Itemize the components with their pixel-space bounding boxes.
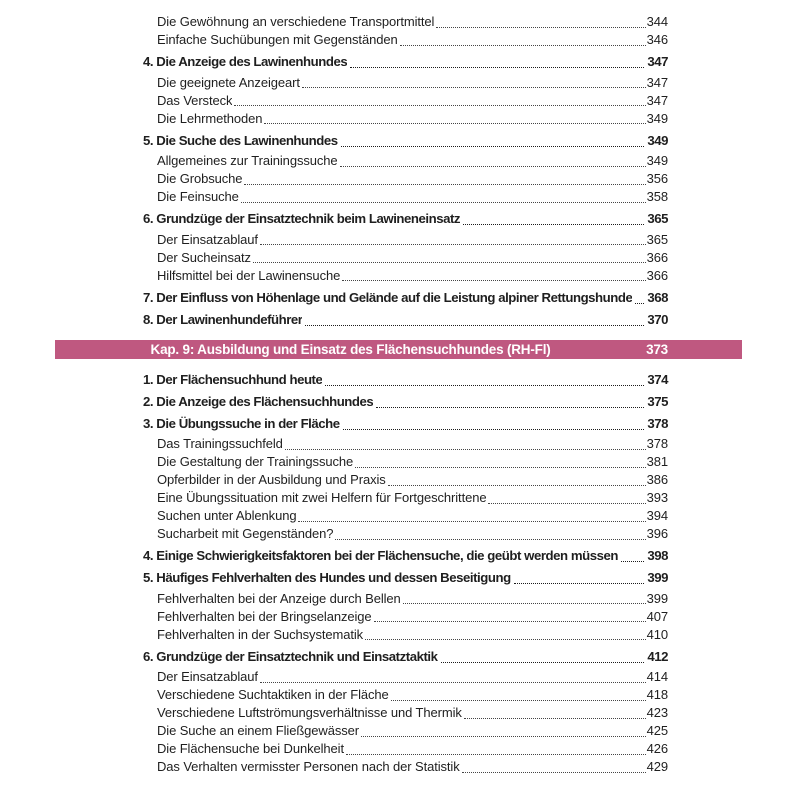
dot-leader — [400, 45, 646, 46]
toc-sub-entry — [143, 471, 668, 489]
toc-section-entry — [143, 289, 668, 307]
entry-label: 3. Die Übungssuche in der Fläche — [143, 415, 340, 431]
entry-page-number: 386 — [646, 472, 668, 487]
dot-leader — [234, 105, 645, 106]
toc-section-entry — [143, 547, 668, 565]
entry-page-number: 412 — [647, 648, 668, 664]
entry-label: Der Sucheinsatz — [157, 249, 251, 265]
toc-sub-entry — [143, 704, 668, 722]
entry-label: Die Gewöhnung an verschiedene Transportmittel — [157, 14, 435, 29]
toc-sub-entry — [143, 31, 668, 49]
entry-page-number: 347 — [646, 74, 668, 90]
dot-leader — [376, 407, 644, 408]
toc-section-entry — [143, 371, 668, 389]
toc-section-entry — [143, 569, 668, 587]
entry-page-number: 349 — [646, 110, 668, 126]
entry-label: 4. Die Anzeige des Lawinenhundes — [143, 54, 348, 69]
chapter-banner-title: Kap. 9: Ausbildung und Einsatz des Flächensuchhundes (RH-Fl) — [150, 341, 551, 357]
toc-sub-entry — [143, 110, 668, 128]
entry-page-number: 366 — [646, 249, 668, 265]
toc-sub-entry — [143, 758, 668, 776]
entry-label: Opferbilder in der Ausbildung und Praxis — [157, 472, 386, 487]
entry-label: Allgemeines zur Trainingssuche — [157, 153, 338, 168]
entry-label: Fehlverhalten in der Suchsystematik — [157, 626, 364, 642]
toc-sub-entry — [143, 507, 668, 525]
toc-sub-entry — [143, 626, 668, 644]
toc-sub-entry — [143, 590, 668, 608]
dot-leader — [350, 67, 644, 68]
entry-label: 5. Die Suche des Lawinenhundes — [143, 132, 338, 148]
toc-sub-entry — [143, 13, 668, 31]
entry-label: 1. Der Flächensuchhund heute — [143, 371, 323, 387]
toc-sub-entry — [143, 74, 668, 92]
entry-page-number: 344 — [646, 14, 668, 29]
entry-label: 4. Einige Schwierigkeitsfaktoren bei der Flächensuche, die geübt werden müssen — [143, 548, 618, 563]
table-of-contents — [143, 13, 668, 776]
toc-sub-entry — [143, 668, 668, 686]
entry-label: Fehlverhalten bei der Anzeige durch Bellen — [157, 590, 401, 606]
entry-label: Suchen unter Ablenkung — [157, 508, 297, 523]
entry-label: 6. Grundzüge der Einsatztechnik und Einsatztaktik — [143, 648, 438, 664]
entry-page-number: 365 — [647, 211, 668, 226]
dot-leader — [621, 561, 644, 562]
dot-leader — [463, 224, 644, 225]
entry-page-number: 398 — [647, 548, 668, 563]
dot-leader — [436, 27, 645, 28]
entry-label: Verschiedene Suchtaktiken in der Fläche — [157, 687, 389, 702]
entry-label: Eine Übungssituation mit zwei Helfern für Fortgeschrittene — [157, 490, 487, 505]
dot-leader — [343, 429, 645, 430]
entry-page-number: 378 — [647, 415, 668, 431]
dot-leader — [340, 166, 646, 167]
entry-label: Das Versteck — [157, 92, 233, 108]
entry-label: Die Grobsuche — [157, 171, 243, 186]
toc-section-entry — [143, 132, 668, 150]
toc-sub-entry — [143, 489, 668, 507]
dot-leader — [253, 262, 646, 263]
dot-leader — [325, 385, 644, 386]
dot-leader — [441, 662, 645, 663]
dot-leader — [244, 184, 645, 185]
chapter-banner-page-number: 373 — [646, 341, 668, 357]
entry-label: Der Einsatzablauf — [157, 231, 258, 247]
toc-sub-entry — [143, 152, 668, 170]
toc-sub-entry — [143, 267, 668, 285]
entry-label: Sucharbeit mit Gegenständen? — [157, 526, 334, 541]
entry-page-number: 410 — [646, 626, 668, 642]
entry-page-number: 425 — [646, 723, 668, 738]
dot-leader — [302, 87, 646, 88]
entry-label: Die Flächensuche bei Dunkelheit — [157, 741, 344, 756]
entry-label: Hilfsmittel bei der Lawinensuche — [157, 267, 341, 283]
chapter-banner — [55, 340, 742, 359]
dot-leader — [305, 325, 644, 326]
entry-page-number: 381 — [646, 454, 668, 469]
dot-leader — [403, 603, 646, 604]
dot-leader — [260, 244, 646, 245]
toc-section-entry — [143, 415, 668, 433]
dot-leader — [388, 485, 646, 486]
toc-sub-entry — [143, 722, 668, 740]
entry-page-number: 365 — [646, 231, 668, 247]
toc-section-entry — [143, 311, 668, 329]
entry-page-number: 399 — [647, 570, 668, 585]
toc-sub-entry — [143, 686, 668, 704]
dot-leader — [298, 521, 645, 522]
entry-page-number: 374 — [647, 371, 668, 387]
toc-section-entry — [143, 210, 668, 228]
dot-leader — [260, 682, 646, 683]
entry-page-number: 347 — [647, 54, 668, 69]
toc-sub-entry — [143, 435, 668, 453]
entry-page-number: 426 — [646, 741, 668, 756]
entry-label: Die geeignete Anzeigeart — [157, 74, 300, 90]
entry-page-number: 346 — [646, 32, 668, 47]
dot-leader — [464, 718, 646, 719]
entry-page-number: 414 — [646, 669, 668, 684]
entry-page-number: 349 — [647, 132, 668, 148]
entry-page-number: 396 — [646, 526, 668, 541]
entry-page-number: 407 — [646, 608, 668, 624]
entry-label: Der Einsatzablauf — [157, 669, 258, 684]
entry-page-number: 393 — [646, 490, 668, 505]
toc-sub-entry — [143, 188, 668, 206]
entry-page-number: 358 — [646, 189, 668, 204]
entry-page-number: 418 — [646, 687, 668, 702]
toc-section-entry — [143, 648, 668, 666]
entry-page-number: 394 — [646, 508, 668, 523]
toc-sub-entry — [143, 92, 668, 110]
entry-label: 8. Der Lawinenhundeführer — [143, 311, 303, 327]
dot-leader — [341, 146, 645, 147]
entry-label: Die Suche an einem Fließgewässer — [157, 723, 360, 738]
entry-label: Das Trainingssuchfeld — [157, 436, 283, 451]
entry-label: Die Lehrmethoden — [157, 110, 263, 126]
entry-page-number: 375 — [647, 393, 668, 409]
toc-sub-entry — [143, 231, 668, 249]
entry-label: 2. Die Anzeige des Flächensuchhundes — [143, 393, 374, 409]
entry-label: Einfache Suchübungen mit Gegenständen — [157, 32, 398, 47]
dot-leader — [342, 280, 645, 281]
entry-label: Die Gestaltung der Trainingssuche — [157, 454, 354, 469]
toc-section-entry — [143, 53, 668, 71]
dot-leader — [488, 503, 645, 504]
dot-leader — [365, 639, 646, 640]
entry-page-number: 368 — [647, 289, 668, 305]
dot-leader — [264, 123, 645, 124]
entry-page-number: 378 — [646, 436, 668, 451]
dot-leader — [361, 736, 646, 737]
dot-leader — [241, 202, 646, 203]
entry-page-number: 399 — [646, 590, 668, 606]
entry-page-number: 356 — [646, 171, 668, 186]
entry-label: Fehlverhalten bei der Bringselanzeige — [157, 608, 372, 624]
dot-leader — [285, 449, 646, 450]
entry-page-number: 370 — [647, 311, 668, 327]
entry-label: 7. Der Einfluss von Höhenlage und Gelände auf die Leistung alpiner Rettungshunde — [143, 289, 633, 305]
toc-section-entry — [143, 393, 668, 411]
toc-sub-entry — [143, 525, 668, 543]
toc-sub-entry — [143, 170, 668, 188]
dot-leader — [374, 621, 646, 622]
dot-leader — [635, 303, 644, 304]
entry-page-number: 429 — [646, 759, 668, 774]
toc-sub-entry — [143, 249, 668, 267]
entry-page-number: 347 — [646, 92, 668, 108]
dot-leader — [514, 583, 645, 584]
entry-label: 6. Grundzüge der Einsatztechnik beim Lawineneinsatz — [143, 211, 461, 226]
toc-sub-entry — [143, 453, 668, 471]
entry-label: 5. Häufiges Fehlverhalten des Hundes und dessen Beseitigung — [143, 570, 511, 585]
entry-page-number: 366 — [646, 267, 668, 283]
entry-label: Verschiedene Luftströmungsverhältnisse und Thermik — [157, 705, 462, 720]
dot-leader — [391, 700, 646, 701]
entry-page-number: 349 — [646, 153, 668, 168]
dot-leader — [335, 539, 645, 540]
toc-sub-entry — [143, 740, 668, 758]
dot-leader — [462, 772, 646, 773]
entry-label: Das Verhalten vermisster Personen nach der Statistik — [157, 759, 460, 774]
entry-label: Die Feinsuche — [157, 189, 239, 204]
dot-leader — [355, 467, 645, 468]
toc-sub-entry — [143, 608, 668, 626]
dot-leader — [346, 754, 646, 755]
entry-page-number: 423 — [646, 705, 668, 720]
